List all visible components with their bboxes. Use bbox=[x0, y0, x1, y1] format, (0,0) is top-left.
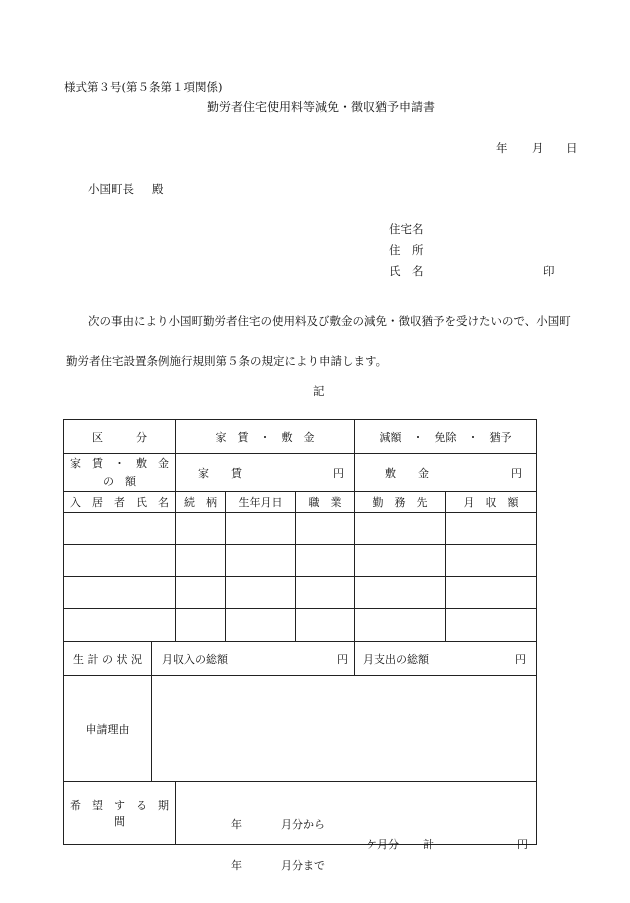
occupation-cell[interactable] bbox=[296, 609, 355, 642]
livelihood-row bbox=[64, 642, 537, 676]
rent-unit: 円 bbox=[333, 466, 345, 480]
workplace-cell[interactable] bbox=[355, 609, 446, 642]
period-unit: 円 bbox=[517, 838, 528, 851]
relationship-cell[interactable] bbox=[176, 609, 226, 642]
resident-name-cell[interactable] bbox=[64, 513, 176, 545]
occupation-cell[interactable] bbox=[296, 577, 355, 609]
period-from: 月分から bbox=[281, 818, 325, 831]
deposit-unit: 円 bbox=[511, 466, 523, 480]
expense-total-label: 月支出の総額 bbox=[363, 652, 430, 666]
addressee-honorific: 殿 bbox=[152, 182, 164, 196]
resident-row[interactable] bbox=[64, 545, 537, 577]
income-cell[interactable] bbox=[446, 513, 537, 545]
relationship-cell[interactable] bbox=[176, 545, 226, 577]
header-resident-name: 入 居 者 氏 名 bbox=[64, 492, 176, 513]
rent-deposit-label: 家 賃 ・ 敷 金 bbox=[176, 420, 355, 454]
resident-header-row bbox=[64, 492, 537, 513]
body-text-line1: 次の事由により小国町勤労者住宅の使用料及び敷金の減免・徴収猶予を受けたいので、小国町 bbox=[88, 314, 571, 328]
workplace-cell[interactable] bbox=[355, 545, 446, 577]
resident-name-cell[interactable] bbox=[64, 577, 176, 609]
livelihood-label: 生 計 の 状 況 bbox=[64, 642, 152, 676]
relationship-cell[interactable] bbox=[176, 513, 226, 545]
period-total: 計 bbox=[423, 838, 434, 851]
income-cell[interactable] bbox=[446, 545, 537, 577]
reason-row bbox=[64, 676, 537, 782]
workplace-cell[interactable] bbox=[355, 577, 446, 609]
date-month: 月 bbox=[532, 141, 544, 155]
period-field[interactable] bbox=[176, 782, 537, 872]
body-text-line2: 勤労者住宅設置条例施行規則第５条の規定により申請します。 bbox=[66, 354, 388, 368]
income-total-unit: 円 bbox=[337, 652, 349, 666]
income-cell[interactable] bbox=[446, 577, 537, 609]
amount-label-line2: の 額 bbox=[103, 474, 136, 488]
document-title: 勤労者住宅使用料等減免・徴収猶予申請書 bbox=[207, 100, 436, 114]
header-birthdate: 生年月日 bbox=[226, 492, 296, 513]
reason-field[interactable] bbox=[152, 676, 537, 782]
category-label: 区 分 bbox=[64, 420, 176, 454]
birthdate-cell[interactable] bbox=[226, 609, 296, 642]
period-months: ケ月分 bbox=[366, 838, 399, 851]
resident-name-cell[interactable] bbox=[64, 609, 176, 642]
resident-row[interactable] bbox=[64, 609, 537, 642]
applicant-name-label: 氏 名 bbox=[389, 264, 424, 278]
amount-label bbox=[64, 454, 176, 492]
resident-name-cell[interactable] bbox=[64, 545, 176, 577]
housing-name-label: 住宅名 bbox=[389, 222, 424, 236]
seal-mark: 印 bbox=[543, 264, 555, 278]
amount-row bbox=[64, 454, 537, 492]
relationship-cell[interactable] bbox=[176, 577, 226, 609]
form-number: 様式第３号(第５条第１項関係) bbox=[64, 80, 223, 94]
monthly-expense-total-field[interactable] bbox=[355, 642, 537, 676]
rent-label: 家 賃 bbox=[198, 466, 242, 480]
address-label: 住 所 bbox=[389, 243, 424, 257]
amount-label-line1: 家 賃 ・ 敷 金 bbox=[70, 456, 169, 470]
header-monthly-income: 月 収 額 bbox=[446, 492, 537, 513]
addressee-name: 小国町長 bbox=[88, 182, 134, 196]
birthdate-cell[interactable] bbox=[226, 513, 296, 545]
reason-label: 申請理由 bbox=[64, 676, 152, 782]
monthly-income-total-field[interactable] bbox=[152, 642, 355, 676]
birthdate-cell[interactable] bbox=[226, 545, 296, 577]
birthdate-cell[interactable] bbox=[226, 577, 296, 609]
workplace-cell[interactable] bbox=[355, 513, 446, 545]
resident-row[interactable] bbox=[64, 513, 537, 545]
rent-amount-field[interactable] bbox=[176, 454, 355, 492]
period-row bbox=[64, 782, 537, 845]
addressee bbox=[88, 181, 164, 197]
deposit-label: 敷 金 bbox=[385, 466, 430, 480]
period-to: 月分まで bbox=[281, 859, 325, 872]
header-relationship: 続 柄 bbox=[176, 492, 226, 513]
header-occupation: 職 業 bbox=[296, 492, 355, 513]
period-year-from: 年 bbox=[231, 818, 242, 831]
date-year: 年 bbox=[496, 141, 508, 155]
resident-row[interactable] bbox=[64, 577, 537, 609]
income-cell[interactable] bbox=[446, 609, 537, 642]
category-row bbox=[64, 420, 537, 454]
occupation-cell[interactable] bbox=[296, 545, 355, 577]
date-day: 日 bbox=[566, 141, 578, 155]
ki-heading: 記 bbox=[313, 384, 325, 398]
period-label: 希 望 す る 期 間 bbox=[64, 782, 176, 845]
expense-total-unit: 円 bbox=[515, 652, 527, 666]
occupation-cell[interactable] bbox=[296, 513, 355, 545]
application-table bbox=[63, 419, 537, 872]
period-year-to: 年 bbox=[231, 859, 242, 872]
header-workplace: 勤 務 先 bbox=[355, 492, 446, 513]
income-total-label: 月収入の総額 bbox=[162, 652, 228, 666]
deposit-amount-field[interactable] bbox=[355, 454, 537, 492]
reduction-type-label: 減額 ・ 免除 ・ 猶予 bbox=[355, 420, 537, 454]
